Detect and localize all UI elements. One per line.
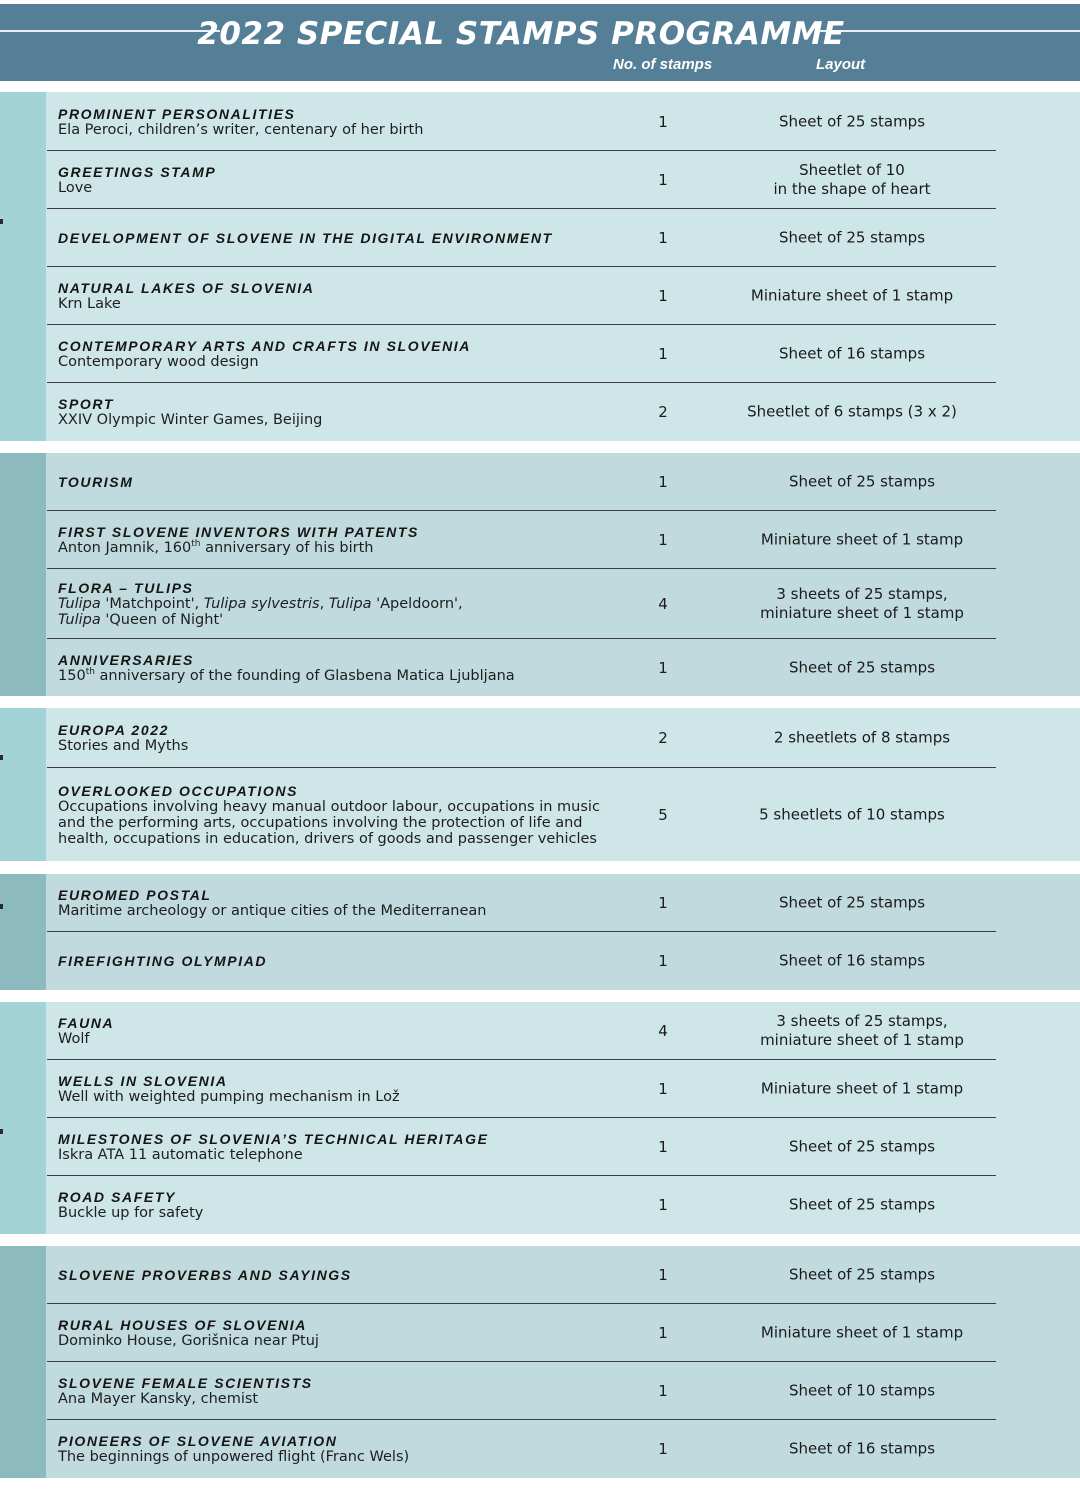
table-row [47,1362,996,1420]
stripe-marker [0,904,3,909]
stamp-count: 1 [658,1382,668,1400]
row-title: FIREFIGHTING OLYMPIAD [58,953,268,969]
row-subtitle: Wolf [58,1031,90,1047]
stamp-layout: Sheet of 10 stamps [788,1381,936,1400]
stripe-marker [0,1129,3,1134]
stamp-layout: Miniature sheet of 1 stamp [760,1323,964,1342]
row-title: RURAL HOUSES OF SLOVENIA [58,1317,307,1333]
stamp-layout: Sheet of 16 stamps [778,951,926,970]
row-subtitle: Occupations involving heavy manual outdoor labour, occupations in music and the performing arts, occupations involving the protection of life and health, occupations in education, drivers of goods and passenger vehicles [58,798,600,847]
row-title: EUROPA 2022 [58,722,169,738]
table-row [47,569,996,639]
group-stripe [0,708,46,861]
row-title: NATURAL LAKES OF SLOVENIA [58,280,315,296]
table-row [47,383,996,441]
table-row [47,1246,996,1304]
row-title: WELLS IN SLOVENIA [58,1073,228,1089]
layout-line-2: miniature sheet of 1 stamp [760,1031,964,1049]
layout-line-1: 3 sheets of 25 stamps, [776,1012,948,1030]
stamp-count: 1 [658,658,668,677]
row-subtitle: Anton Jamnik, 160th anniversary of his birth [58,539,374,556]
stamp-count: 1 [658,531,668,549]
stamp-layout: 5 sheetlets of 10 stamps [759,805,945,823]
row-subtitle: XXIV Olympic Winter Games, Beijing [58,412,323,428]
table-row [47,453,996,511]
row-subtitle: Krn Lake [58,296,121,312]
layout-line-2: in the shape of heart [773,180,931,198]
row-subtitle: Tulipa 'Matchpoint', Tulipa sylvestris, Tulipa 'Apeldoorn', [58,596,463,612]
stamp-group-2 [0,453,1080,696]
stamp-count: 5 [658,805,668,824]
stamp-layout: Sheetlet of 6 stamps (3 x 2) [747,402,957,421]
stamp-layout: Sheet of 25 stamps [778,893,926,912]
stamp-layout: Sheet of 16 stamps [778,344,926,363]
table-row [47,1304,996,1362]
row-title: GREETINGS STAMP [58,164,217,180]
stamp-layout: Sheet of 25 stamps [778,112,926,130]
row-title: FIRST SLOVENE INVENTORS WITH PATENTS [58,524,419,540]
stamp-count: 1 [658,1440,668,1458]
stamp-layout: Sheet of 25 stamps [788,658,936,676]
row-subtitle: Stories and Myths [58,738,189,754]
table-row [47,1060,996,1118]
page-header [0,4,1080,81]
table-row [47,92,996,151]
table-row [47,768,996,861]
row-title: SPORT [58,396,114,412]
row-subtitle: Dominko House, Gorišnica near Ptuj [58,1333,319,1349]
stamp-group-4 [0,874,1080,990]
row-title: MILESTONES OF SLOVENIA’S TECHNICAL HERITAGE [58,1131,489,1147]
table-row [47,267,996,325]
group-stripe [0,1002,46,1234]
stamp-count: 1 [658,1196,668,1214]
row-title: PROMINENT PERSONALITIES [58,105,296,122]
row-title: FLORA – TULIPS [58,580,194,596]
stamp-count: 2 [658,729,668,747]
stamp-layout: 2 sheetlets of 8 stamps [773,728,951,747]
stamp-count: 1 [658,473,668,491]
stamp-count: 1 [658,1080,668,1098]
column-header-count: No. of stamps [613,56,713,73]
stamp-group-6 [0,1246,1080,1478]
table-row [47,325,996,383]
row-title: SLOVENE FEMALE SCIENTISTS [58,1375,313,1391]
row-subtitle: Buckle up for safety [58,1205,204,1221]
table-row [47,151,996,209]
row-title: OVERLOOKED OCCUPATIONS [58,782,299,799]
row-title: PIONEERS OF SLOVENE AVIATION [58,1433,338,1449]
stamp-count: 4 [658,595,668,613]
group-stripe [0,1246,46,1478]
group-stripe [0,92,46,441]
group-stripe [0,874,46,990]
stamp-layout: Sheet of 25 stamps [778,228,926,247]
table-row [47,511,996,569]
stamp-group-3 [0,708,1080,861]
stamp-count: 4 [658,1022,668,1040]
row-title: ROAD SAFETY [58,1189,176,1205]
row-title: EUROMED POSTAL [58,887,212,903]
table-row [47,708,996,768]
row-title: DEVELOPMENT OF SLOVENE IN THE DIGITAL ENVIRONMENT [58,230,553,246]
stamp-layout: Sheet of 25 stamps [788,1137,936,1156]
stamp-count: 1 [658,1138,668,1156]
table-row [47,639,996,696]
stamp-layout: Sheet of 25 stamps [788,1195,936,1214]
stamp-count: 1 [658,345,668,363]
layout-line-2: miniature sheet of 1 stamp [760,604,964,622]
row-title: FAUNA [58,1015,115,1031]
row-subtitle: Maritime archeology or antique cities of the Mediterranean [58,903,487,919]
stamp-layout [727,161,977,199]
group-stripe [0,453,46,696]
row-title: TOURISM [58,474,134,490]
stamp-layout: Miniature sheet of 1 stamp [750,286,954,305]
row-subtitle: Love [58,180,93,196]
stamp-layout [737,585,987,623]
column-header-layout: Layout [816,56,866,73]
row-subtitle: The beginnings of unpowered flight (Franc Wels) [58,1449,410,1465]
row-title: CONTEMPORARY ARTS AND CRAFTS IN SLOVENIA [58,338,471,354]
layout-line-1: Sheetlet of 10 [799,161,905,179]
stamp-count: 1 [658,1324,668,1342]
row-subtitle: Iskra ATA 11 automatic telephone [58,1147,303,1163]
stamp-count: 1 [658,1266,668,1284]
stamp-group-1 [0,92,1080,441]
row-title: SLOVENE PROVERBS AND SAYINGS [58,1267,352,1283]
stamp-group-5 [0,1002,1080,1234]
table-row [47,1002,996,1060]
stamp-layout: Miniature sheet of 1 stamp [760,1079,964,1098]
stamp-count: 1 [658,287,668,305]
page-title: 2022 SPECIAL STAMPS PROGRAMME [197,16,845,52]
table-row [47,874,996,932]
stripe-marker [0,219,3,224]
stamp-layout: Sheet of 25 stamps [788,472,936,491]
stamp-layout: Miniature sheet of 1 stamp [760,530,964,549]
table-row [47,209,996,267]
row-subtitle: Well with weighted pumping mechanism in Lož [58,1089,400,1105]
table-row [47,1176,996,1234]
row-subtitle: Contemporary wood design [58,354,259,370]
stamp-count: 2 [658,403,668,421]
stamp-count: 1 [658,894,668,912]
row-subtitle: 150th anniversary of the founding of Glasbena Matica Ljubljana [58,666,515,684]
row-subtitle-line-2: Tulipa 'Queen of Night' [58,612,224,628]
stamp-layout [737,1012,987,1050]
stamp-count: 1 [658,171,668,189]
stamp-count: 1 [658,229,668,247]
layout-line-1: 3 sheets of 25 stamps, [776,585,948,603]
stamp-layout: Sheet of 16 stamps [788,1439,936,1458]
stripe-marker [0,755,3,760]
table-row [47,1420,996,1478]
stamp-count: 1 [658,952,668,970]
table-row [47,932,996,990]
table-row [47,1118,996,1176]
stamp-layout: Sheet of 25 stamps [788,1265,936,1284]
row-title: ANNIVERSARIES [58,651,194,668]
row-subtitle: Ana Mayer Kansky, chemist [58,1391,259,1407]
row-subtitle: Ela Peroci, children’s writer, centenary of her birth [58,121,424,138]
stamp-count: 1 [658,112,668,131]
